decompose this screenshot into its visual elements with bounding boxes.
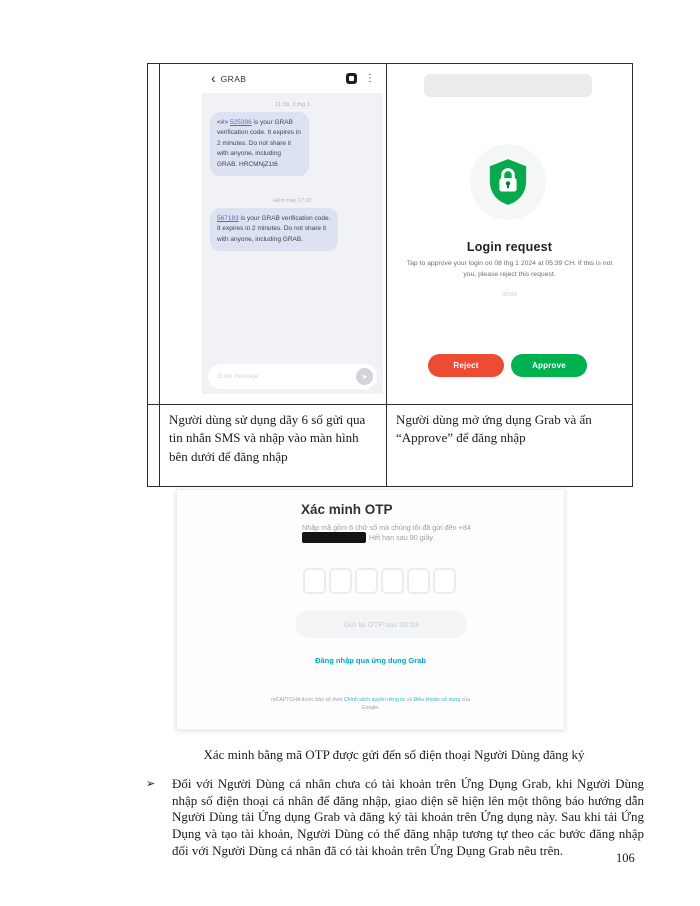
redacted-phone-number	[302, 532, 366, 543]
sms-header	[202, 64, 383, 93]
recaptcha-text: của	[460, 697, 470, 703]
otp-digit-input[interactable]	[355, 568, 378, 594]
sms-message	[210, 112, 309, 176]
otp-digit-input[interactable]	[303, 568, 326, 594]
bullet-text: Đối với Người Dùng cá nhân chưa có tài khoản trên Ứng Dụng Grab, khi Người Dùng nhập số điện thoại cá nhân để đăng nhập, giao diện sẽ hiện lên một thông báo hướng dẫn Người Dùng tải Ứng dụng Grab và đăng ký tài khoản trên Ứng dụng này. Sau khi tải Ứng Dụng và tạo tài khoản, Người Dùng có thể đăng nhập tương tự theo các bước đăng nhập đối với Người Dùng cá nhân đã có tài khoản trên Ứng Dụng Grab nêu trên.	[172, 776, 644, 858]
sms-timestamp: Hôm nay 17:37	[272, 197, 313, 204]
page-number: 106	[616, 851, 635, 865]
table-spacer-cell	[148, 64, 160, 405]
caption-cell-app: Người dùng mở ứng dụng Grab và ấn “Approve” để đăng nhập	[387, 405, 633, 487]
back-icon[interactable]: ‹	[211, 69, 216, 86]
shield-circle	[470, 144, 546, 220]
bullet-paragraph	[146, 776, 644, 860]
otp-input-group	[303, 568, 456, 594]
otp-subtitle-line1: Nhập mã gồm 6 chữ số mà chúng tôi đã gửi đến +84	[302, 523, 471, 532]
login-request-description: Tap to approve your login on 08 thg 1 2024 at 05:39 CH. If this is not you, please reject this request.	[406, 260, 613, 278]
recaptcha-fineprint	[177, 696, 564, 713]
caption-cell-sms: Người dùng sử dụng dãy 6 số gửi qua tin nhắn SMS và nhập vào màn hình bên dưới để đăng nhập	[160, 405, 387, 487]
sms-screenshot-cell	[160, 64, 387, 405]
otp-title: Xác minh OTP	[301, 502, 393, 517]
otp-digit-input[interactable]	[381, 568, 404, 594]
notification-banner	[424, 74, 592, 97]
table-row	[148, 405, 633, 487]
sms-app-screenshot	[202, 64, 383, 394]
overflow-menu-icon[interactable]: ⋮	[365, 73, 374, 84]
otp-expiry-text: Hết hạn sau 90 giây.	[369, 533, 435, 542]
recaptcha-text-line2: Google.	[361, 705, 380, 712]
message-input[interactable]	[208, 364, 377, 389]
sms-message-body: is your GRAB verification code. It expires in 2 minutes. Do not share it with anyone, including GRAB.	[217, 119, 301, 168]
message-input-placeholder: Enter message	[218, 373, 259, 380]
terms-of-use-link[interactable]: Điều khoản sử dụng	[413, 697, 461, 703]
reject-button[interactable]: Reject	[428, 354, 504, 377]
privacy-policy-link[interactable]: Chính sách quyền riêng tư	[343, 697, 406, 703]
sms-message-body: is your GRAB verification code. It expires in 2 minutes. Do not share it with anyone, including GRAB.	[217, 214, 331, 243]
sms-header-actions	[346, 73, 374, 84]
approve-button[interactable]: Approve	[511, 354, 587, 377]
otp-digit-input[interactable]	[329, 568, 352, 594]
sms-message	[210, 208, 338, 251]
bullet-arrow-icon: ➢	[146, 778, 156, 790]
sms-thread	[202, 93, 383, 394]
screenshots-table	[147, 63, 633, 487]
resend-otp-button[interactable]: Gửi lại OTP sau 00:53	[295, 611, 467, 638]
login-via-app-link[interactable]: Đăng nhập qua ứng dụng Grab	[315, 656, 426, 665]
shield-lock-icon	[487, 158, 529, 206]
sms-message-prefix: <#>	[217, 119, 231, 126]
recaptcha-text: và	[405, 697, 414, 703]
otp-subtitle-line2	[302, 532, 434, 543]
otp-digit-input[interactable]	[407, 568, 430, 594]
login-request-countdown: 00:59	[502, 292, 517, 298]
table-spacer-cell	[148, 405, 160, 487]
otp-verification-screenshot	[176, 489, 565, 730]
sms-contact-name: GRAB	[220, 73, 247, 84]
login-request-actions	[428, 354, 587, 377]
login-request-title: Login request	[466, 240, 553, 254]
table-row	[148, 64, 633, 405]
otp-code-link[interactable]: 567183	[217, 214, 239, 222]
grab-app-screenshot	[387, 64, 632, 404]
grab-app-screenshot-cell	[387, 64, 633, 405]
sms-timestamp: 11:58, 3 thg 1	[274, 102, 311, 108]
video-call-icon[interactable]	[346, 73, 357, 84]
send-icon[interactable]: ➤	[356, 368, 373, 385]
sms-message-hash: HRCMNjZ1t6	[239, 160, 278, 168]
otp-code-link[interactable]: 525396	[230, 119, 252, 126]
recaptcha-text: reCAPTCHA được bảo vệ theo	[271, 697, 344, 703]
otp-digit-input[interactable]	[433, 568, 456, 594]
figure-caption: Xác minh bằng mã OTP được gửi đến số điện thoại Người Dùng đăng ký	[203, 747, 585, 762]
